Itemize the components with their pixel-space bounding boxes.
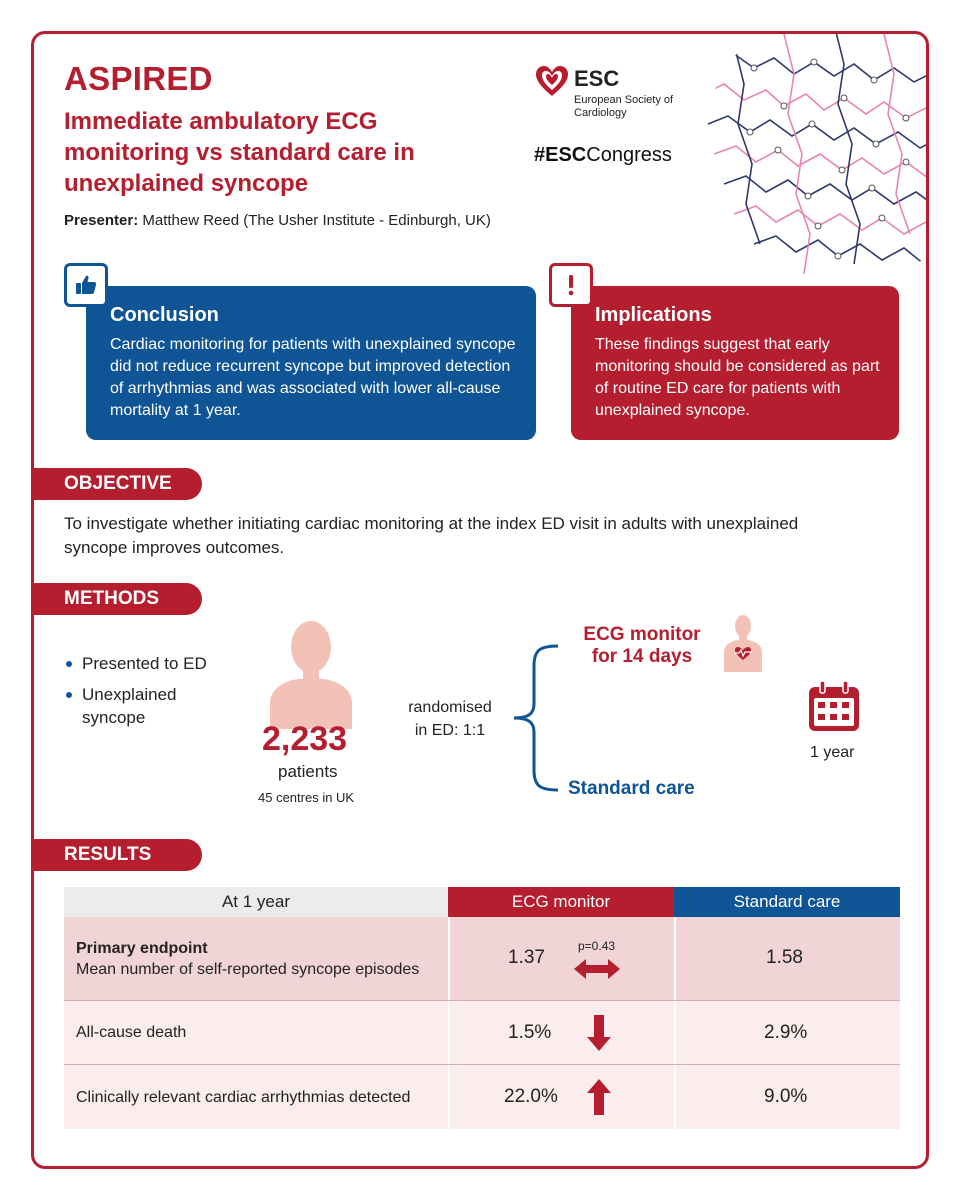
table-row: [64, 1065, 900, 1129]
row-label: [76, 1065, 436, 1129]
standard-care-arm-label: Standard care: [568, 778, 695, 799]
methods-tag: METHODS: [34, 583, 202, 615]
patient-count: 2,233: [262, 720, 348, 758]
esc-heart-icon: [534, 64, 570, 100]
results-table: [64, 887, 900, 1107]
header-ecg-monitor: ECG monitor: [448, 887, 674, 917]
patient-person-icon: [266, 619, 356, 729]
conclusion-title: Conclusion: [110, 304, 219, 326]
network-globe-graphic: [694, 31, 929, 294]
standard-value: 1.58: [766, 947, 803, 968]
esc-logo: [534, 62, 674, 122]
header-standard-care: Standard care: [674, 887, 900, 917]
conclusion-badge: [64, 263, 108, 307]
implications-badge: [549, 263, 593, 307]
followup-label: 1 year: [810, 744, 855, 761]
presenter-name: Matthew Reed (The Usher Institute - Edinburgh, UK): [138, 212, 491, 229]
monitored-person-icon: [722, 614, 764, 672]
hashtag-rest: Congress: [586, 144, 672, 166]
conclusion-card: [86, 286, 536, 440]
hashtag-bold: #ESC: [534, 144, 587, 166]
ecg-value: 22.0%: [504, 1086, 558, 1107]
standard-value: 2.9%: [764, 1022, 808, 1043]
header-at-1-year: At 1 year: [64, 887, 448, 917]
row-label: [76, 1001, 436, 1064]
esc-logo-name: ESC: [574, 66, 620, 91]
table-row: [64, 917, 900, 1001]
ecg-monitor-arm-label: ECG monitor for 14 days: [583, 624, 701, 667]
list-item: Unexplained syncope: [64, 683, 204, 729]
arrow-up-icon: [586, 1077, 612, 1117]
list-item: Presented to ED: [64, 652, 207, 675]
randomisation-brace: [508, 638, 568, 798]
standard-value: 9.0%: [764, 1086, 808, 1107]
results-header-row: [64, 887, 900, 917]
randomisation-label: randomised in ED: 1:1: [408, 699, 492, 739]
objective-text: To investigate whether initiating cardiac monitoring at the index ED visit in adults with unexplained syncope improves outcomes.: [64, 514, 799, 557]
congress-hashtag: [534, 144, 672, 167]
centres-label: 45 centres in UK: [258, 790, 355, 805]
implications-card: [571, 286, 899, 440]
arrow-down-icon: [586, 1013, 612, 1053]
row-label-text: Mean number of self-reported syncope episodes: [76, 960, 420, 978]
objective-tag: OBJECTIVE: [34, 468, 202, 500]
row-label-text: All-cause death: [76, 1024, 187, 1041]
presenter-label: Presenter:: [64, 212, 139, 229]
page-subtitle: Immediate ambulatory ECG monitoring vs standard care in unexplained syncope: [64, 108, 415, 197]
patients-label: patients: [278, 762, 338, 781]
ecg-value: 1.37: [508, 947, 545, 968]
row-label-bold: Primary endpoint: [76, 939, 208, 957]
results-tag: RESULTS: [34, 839, 202, 871]
p-value: p=0.43: [578, 939, 616, 953]
implications-text: These findings suggest that early monitoring should be considered as part of routine ED care for patients with unexplained syncope.: [595, 336, 880, 419]
methods-bullets: [64, 652, 207, 737]
esc-logo-fullname: European Society of Cardiology: [574, 94, 674, 119]
double-arrow-icon: [572, 957, 622, 981]
implications-title: Implications: [595, 304, 712, 326]
row-label-text: Clinically relevant cardiac arrhythmias detected: [76, 1088, 411, 1106]
presenter-line: [64, 212, 491, 229]
table-row: [64, 1001, 900, 1065]
page-title: ASPIRED: [64, 60, 213, 97]
row-label: [76, 917, 436, 1000]
ecg-value: 1.5%: [508, 1022, 552, 1043]
infographic-frame: [31, 31, 929, 1169]
conclusion-text: Cardiac monitoring for patients with unexplained syncope did not reduce recurrent syncope but improved detection of arrhythmias and was associated with lower all-cause mortality at 1 year.: [110, 336, 516, 419]
calendar-icon: [806, 678, 862, 734]
thumbs-up-icon: [74, 273, 98, 297]
exclamation-icon: [559, 273, 583, 297]
